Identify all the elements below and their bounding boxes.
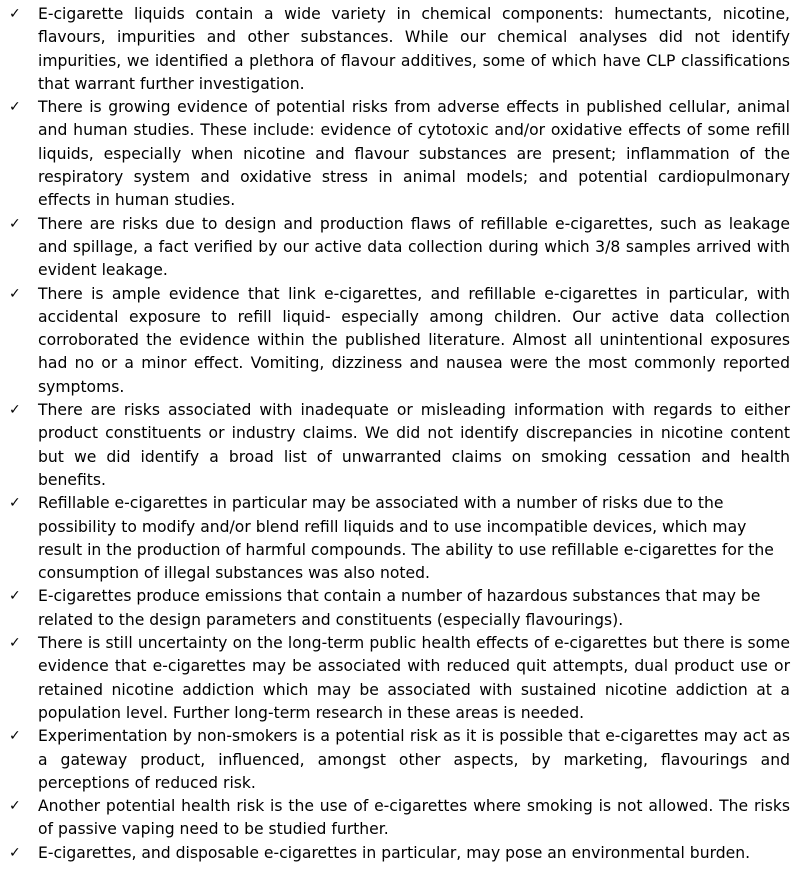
checkmark-icon: ✓ [9, 588, 21, 605]
list-item [0, 842, 802, 865]
list-item [0, 96, 802, 212]
checkmark-icon: ✓ [9, 635, 21, 652]
list-item-text: There are risks associated with inadequate or misleading information with regards to either product constituents or industry claims. We did not identify discrepancies in nicotine content but we did identify a broad list of unwarranted claims on smoking cessation and health benefits. [38, 401, 790, 489]
findings-list [0, 3, 802, 865]
list-item [0, 632, 802, 725]
checkmark-icon: ✓ [9, 285, 21, 302]
list-item [0, 725, 802, 795]
list-item-text: There is ample evidence that link e-cigarettes, and refillable e-cigarettes in particular, with accidental exposure to refill liquid- especially among children. Our active data collection corroborated the evidence within the published literature. Almost all unintentional exposures had no or a minor effect. Vomiting, dizziness and nausea were the most commonly reported symptoms. [38, 284, 790, 396]
list-item [0, 585, 802, 632]
list-item-text: Another potential health risk is the use of e-cigarettes where smoking is not allowed. The risks of passive vaping need to be studied further. [38, 797, 790, 839]
list-item-text: Refillable e-cigarettes in particular may be associated with a number of risks due to the possibility to modify and/or blend refill liquids and to use incompatible devices, which may result in the production of harmful compounds. The ability to use refillable e-cigarettes for the consumption of illegal substances was also noted. [38, 494, 774, 583]
list-item-text: E-cigarettes, and disposable e-cigarettes in particular, may pose an environmental burden. [38, 843, 751, 862]
document-body [0, 3, 802, 865]
checkmark-icon: ✓ [9, 402, 21, 419]
checkmark-icon: ✓ [9, 6, 21, 22]
list-item-text: Experimentation by non-smokers is a potential risk as it is possible that e-cigarettes may act as a gateway product, influenced, amongst other aspects, by marketing, flavourings and perceptions of reduced risk. [38, 727, 790, 792]
list-item [0, 399, 802, 492]
list-item [0, 3, 802, 96]
list-item-text: There is growing evidence of potential risks from adverse effects in published cellular, animal and human studies. These include: evidence of cytotoxic and/or oxidative effects of some refill liquids, especially when nicotine and flavour substances are present; inflammation of the respiratory system and oxidative stress in animal models; and potential cardiopulmonary effects in human studies. [38, 98, 790, 210]
list-item-text: E-cigarettes produce emissions that contain a number of hazardous substances that may be related to the design parameters and constituents (especially flavourings). [38, 587, 761, 629]
list-item-text: There are risks due to design and production flaws of refillable e-cigarettes, such as leakage and spillage, a fact verified by our active data collection during which 3/8 samples arrived with evident leakage. [38, 214, 790, 280]
checkmark-icon: ✓ [9, 844, 21, 861]
list-item [0, 795, 802, 842]
checkmark-icon: ✓ [9, 728, 21, 745]
list-item [0, 492, 802, 585]
list-item-text: E-cigarette liquids contain a wide variety in chemical components: humectants, nicotine, flavours, impurities and other substances. While our chemical analyses did not identify impurities, we identified a plethora of flavour additives, some of which have CLP classifications that warrant further investigation. [38, 5, 790, 93]
checkmark-icon: ✓ [9, 798, 21, 815]
list-item [0, 213, 802, 283]
list-item-text: There is still uncertainty on the long-term public health effects of e-cigarettes but there is some evidence that e-cigarettes may be associated with reduced quit attempts, dual product use or retained nicotine addiction which may be associated with sustained nicotine addiction at a population level. Further long-term research in these areas is needed. [38, 634, 790, 722]
checkmark-icon: ✓ [9, 215, 21, 232]
checkmark-icon: ✓ [9, 99, 21, 116]
list-item [0, 283, 802, 399]
checkmark-icon: ✓ [9, 495, 21, 512]
